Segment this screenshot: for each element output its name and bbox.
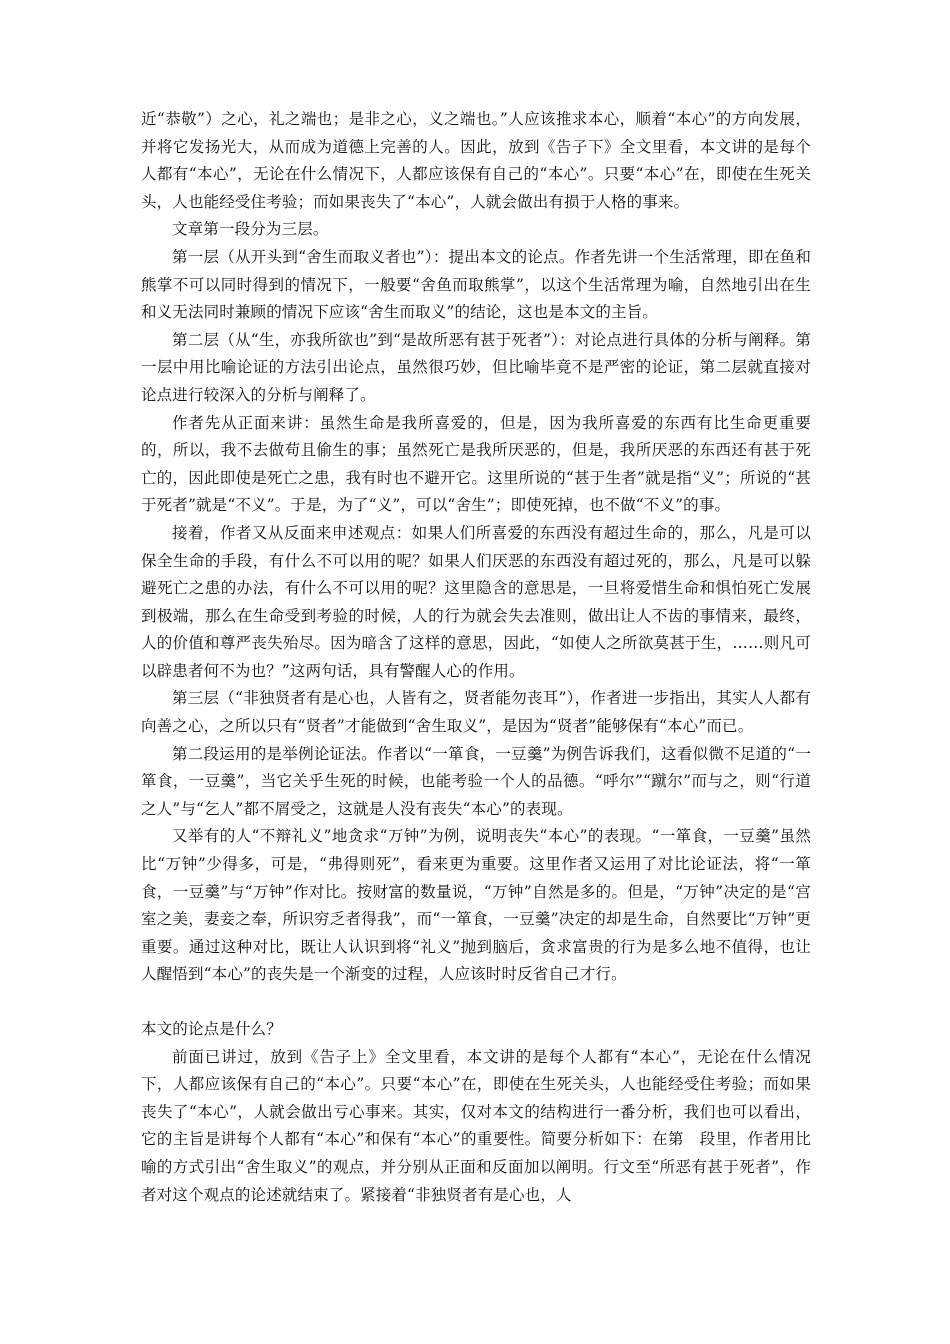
paragraph-6: 接着，作者又从反面来申述观点：如果人们所喜爱的东西没有超过生命的，那么，凡是可以保全生命的手段，有什么不可以用的呢？如果人们厌恶的东西没有超过死的，那么，凡是可以躲避死亡之患的办法，有什么不可以用的呢？这里隐含的意思是，一旦将爱惜生命和惧怕死亡发展到极端，那么在生命受到考验的时候，人的行为就会失去准则，做出让人不齿的事情来，最终，人的价值和尊严丧失殆尽。因为暗含了这样的意思，因此，“如使人之所欲莫甚于生，……则凡可以辟患者何不为也？”这两句话，具有警醒人心的作用。 xyxy=(141,523,811,680)
document-page xyxy=(141,106,811,1209)
paragraph-7: 第三层（“非独贤者有是心也，人皆有之，贤者能勿丧耳”），作者进一步指出，其实人人都有向善之心，之所以只有“贤者”才能做到“舍生取义”，是因为“贤者”能够保有“本心”而已。 xyxy=(141,689,811,736)
paragraph-3: 第一层（从开头到“舍生而取义者也”）：提出本文的论点。作者先讲一个生活常理，即在鱼和熊掌不可以同时得到的情况下，一般要“舍鱼而取熊掌”，以这个生活常理为喻，自然地引出在生和义无法同时兼顾的情况下应该“舍生而取义”的结论，这也是本文的主旨。 xyxy=(141,247,811,322)
answer-paragraph: 前面已讲过，放到《告子上》全文里看，本文讲的是每个人都有“本心”，无论在什么情况下，人都应该保有自己的“本心”。只要“本心”在，即使在生死关头，人也能经受住考验；而如果丧失了“本心”，人就会做出亏心事来。其实，仅对本文的结构进行一番分析，我们也可以看出，它的主旨是讲每个人都有“本心”和保有“本心”的重要性。简要分析如下：在第 段里，作者用比喻的方式引出“舍生取义”的观点，并分别从正面和反面加以阐明。行文至“所恶有甚于死者”，作者对这个观点的论述就结束了。紧接着“非独贤者有是心也，人 xyxy=(141,1047,811,1204)
paragraph-5: 作者先从正面来讲：虽然生命是我所喜爱的，但是，因为我所喜爱的东西有比生命更重要的，所以，我不去做苟且偷生的事；虽然死亡是我所厌恶的，但是，我所厌恶的东西还有甚于死亡的，因此即使是死亡之患，我有时也不避开它。这里所说的“甚于生者”就是指“义”；所说的“甚于死者”就是“不义”。于是，为了“义”，可以“舍生”；即使死掉，也不做“不义”的事。 xyxy=(141,413,811,515)
section-gap xyxy=(141,989,811,1016)
paragraph-2: 文章第一段分为三层。 xyxy=(172,220,329,239)
question-heading: 本文的论点是什么？ xyxy=(141,1020,282,1038)
paragraph-1: 近“恭敬”）之心，礼之端也；是非之心，义之端也。”人应该推求本心，顺着“本心”的方向发展，并将它发扬光大，从而成为道德上完善的人。因此，放到《告子下》全文里看，本文讲的是每个人都有“本心”，无论在什么情况下，人都应该保有自己的“本心”。只要“本心”在，即使在生死关头，人也能经受住考验；而如果丧失了“本心”，人就会做出有损于人格的事来。 xyxy=(141,110,811,211)
paragraph-9: 又举有的人“不辩礼义”地贪求“万钟”为例，说明丧失“本心”的表现。“一箪食，一豆羹”虽然比“万钟”少得多，可是，“弗得则死”，看来更为重要。这里作者又运用了对比论证法，将“一箪食，一豆羹”与“万钟”作对比。按财富的数量说，“万钟”自然是多的。但是，“万钟”决定的是“宫室之美，妻妾之奉，所识穷乏者得我”，而“一箪食，一豆羹”决定的却是生命，自然要比“万钟”更重要。通过这种对比，既让人认识到将“礼义”抛到脑后，贪求富贵的行为是多么地不值得，也让人醒悟到“本心”的丧失是一个渐变的过程，人应该时时反省自己才行。 xyxy=(141,827,811,984)
paragraph-4: 第二层（从“生，亦我所欲也”到“是故所恶有甚于死者”）：对论点进行具体的分析与阐释。第一层中用比喻论证的方法引出论点，虽然很巧妙，但比喻毕竟不是严密的论证，第二层就直接对论点进行较深入的分析与阐释了。 xyxy=(141,330,811,404)
paragraph-8: 第二段运用的是举例论证法。作者以“一箪食，一豆羹”为例告诉我们，这看似微不足道的“一箪食，一豆羹”，当它关乎生死的时候，也能考验一个人的品德。“呼尔”“蹴尔”而与之，则“行道之人”与“乞人”都不屑受之，这就是人没有丧失“本心”的表现。 xyxy=(141,744,811,818)
